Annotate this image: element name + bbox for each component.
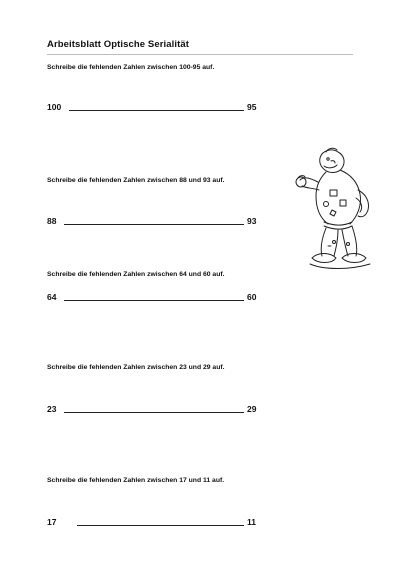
- task-2-start-number: 88: [47, 216, 57, 226]
- task-5-end-number: 11: [247, 517, 256, 527]
- task-4-start-number: 23: [47, 404, 57, 414]
- task-2-row: [47, 216, 277, 230]
- task-1-row: [47, 102, 277, 116]
- task-3-end-number: 60: [247, 292, 257, 302]
- task-4-end-number: 29: [247, 404, 257, 414]
- task-3-row: [47, 292, 277, 306]
- task-2-answer-line[interactable]: [64, 224, 244, 225]
- task-5-start-number: 17: [47, 517, 57, 527]
- task-3-start-number: 64: [47, 292, 57, 302]
- task-5-row: [47, 517, 277, 531]
- task-1-answer-line[interactable]: [69, 110, 244, 111]
- task-2-instruction: Schreibe die fehlenden Zahlen zwischen 88 und 93 auf.: [47, 177, 225, 184]
- task-1-end-number: 95: [247, 102, 257, 112]
- task-4-row: [47, 404, 277, 418]
- task-3-answer-line[interactable]: [64, 300, 244, 301]
- task-2-end-number: 93: [247, 216, 257, 226]
- task-5-answer-line[interactable]: [77, 525, 244, 526]
- title-divider: [47, 54, 353, 55]
- task-1-instruction: Schreibe die fehlenden Zahlen zwischen 100-95 auf.: [47, 64, 215, 71]
- task-3-instruction: Schreibe die fehlenden Zahlen zwischen 64 und 60 auf.: [47, 271, 225, 278]
- task-5-instruction: Schreibe die fehlenden Zahlen zwischen 17 und 11 auf.: [47, 477, 225, 484]
- task-4-instruction: Schreibe die fehlenden Zahlen zwischen 23 und 29 auf.: [47, 364, 225, 371]
- task-4-answer-line[interactable]: [64, 412, 244, 413]
- task-1-start-number: 100: [47, 102, 62, 112]
- cartoon-figure-icon: [290, 146, 380, 274]
- page-title: Arbeitsblatt Optische Serialität: [47, 39, 190, 50]
